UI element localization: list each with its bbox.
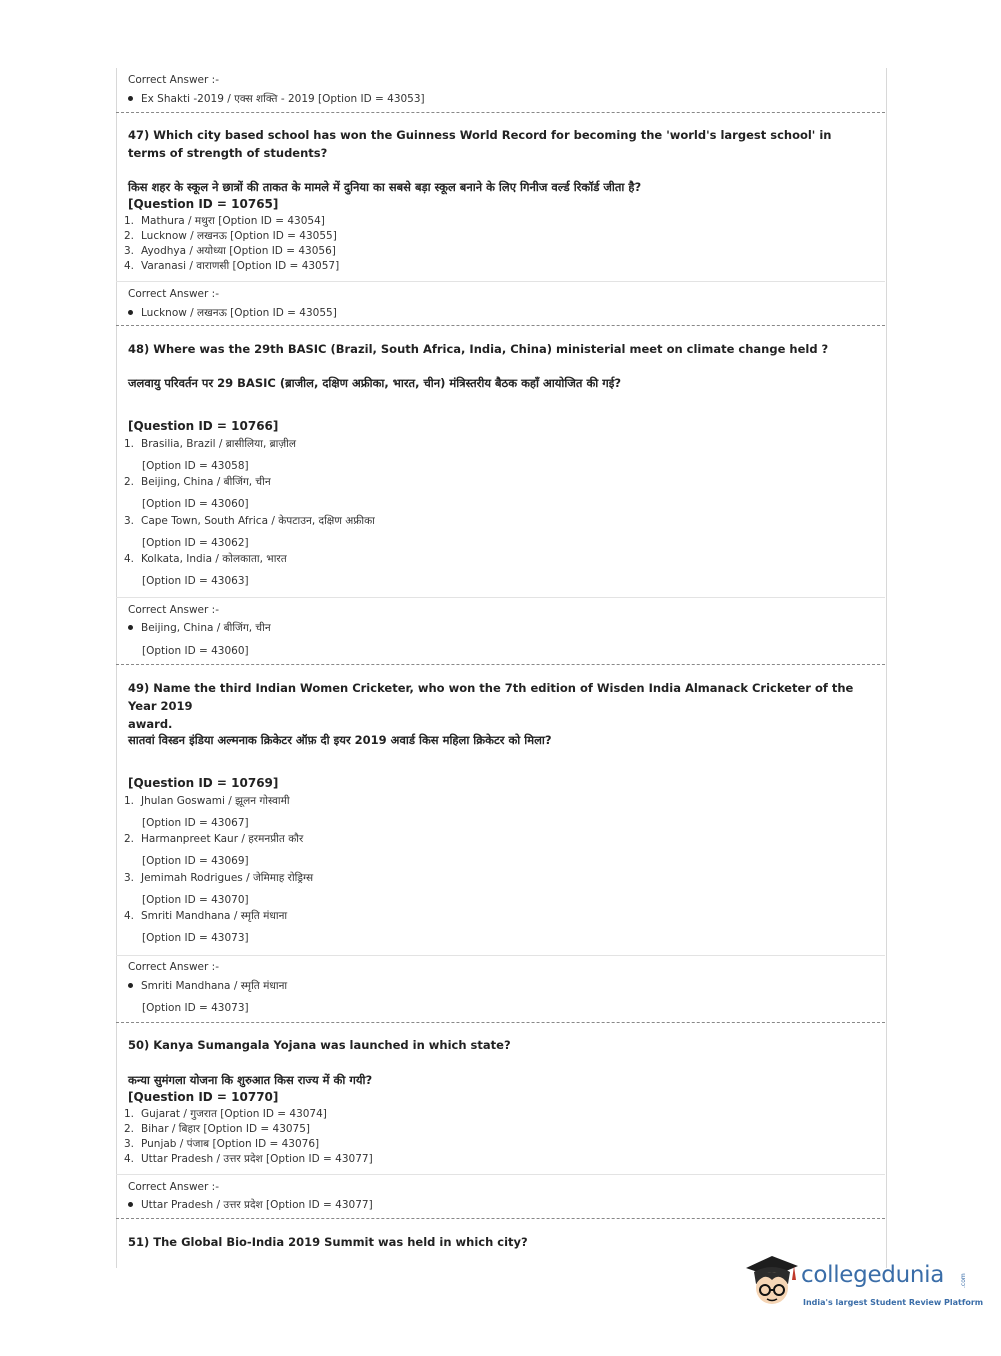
correct-answer-label: Correct Answer :- [128, 961, 219, 973]
option-text: Ayodhya / अयोध्या [Option ID = 43056] [141, 245, 336, 257]
answer-text: Smriti Mandhana / स्मृति मंधाना [141, 980, 288, 992]
answer-text: Beijing, China / बीजिंग, चीन [141, 622, 271, 634]
answer-option-id: [Option ID = 43073] [142, 1002, 249, 1014]
option-number: 4. [124, 553, 135, 565]
answer-divider [116, 1174, 885, 1175]
correct-answer [128, 979, 287, 993]
option-text: Gujarat / गुजरात [Option ID = 43074] [141, 1108, 327, 1120]
option-item [124, 437, 296, 451]
question-text: 48) Where was the 29th BASIC (Brazil, South Africa, India, China) ministerial meet on climate change held ? [128, 342, 829, 356]
option-id: [Option ID = 43062] [142, 537, 249, 549]
question-hindi: किस शहर के स्कूल ने छात्रों की ताकत के मामले में दुनिया का सबसे बड़ा स्कूल बनाने के लिए गिनीज वर्ल्ड रिकॉर्ड जीता है? [128, 180, 642, 194]
correct-answer-label: Correct Answer :- [128, 74, 219, 86]
option-item [124, 259, 339, 273]
brand-domain: .com [960, 1273, 967, 1288]
option-number: 4. [124, 910, 135, 922]
correct-answer [128, 306, 337, 320]
option-text: Harmanpreet Kaur / हरमनप्रीत कौर [141, 833, 304, 845]
brand-name: collegedunia [801, 1262, 945, 1288]
option-item [124, 1137, 319, 1151]
answer-divider [116, 597, 885, 598]
correct-answer-label: Correct Answer :- [128, 1181, 219, 1193]
option-item [124, 832, 303, 846]
bullet-icon [128, 96, 133, 101]
option-number: 1. [124, 438, 135, 450]
bullet-icon [128, 625, 133, 630]
option-item [124, 475, 271, 489]
option-number: 4. [124, 1153, 135, 1165]
question-text [128, 679, 873, 733]
question-line: 49) Name the third Indian Women Cricketer, who won the 7th edition of Wisden India Almanack Cricketer of the Year 2019 [128, 681, 854, 713]
option-text: Jhulan Goswami / झूलन गोस्वामी [141, 795, 290, 807]
option-item [124, 552, 287, 566]
question-text: 50) Kanya Sumangala Yojana was launched in which state? [128, 1038, 511, 1052]
option-number: 1. [124, 795, 135, 807]
option-text: Varanasi / वाराणसी [Option ID = 43057] [141, 260, 340, 272]
option-text: Bihar / बिहार [Option ID = 43075] [141, 1123, 311, 1135]
option-text: Smriti Mandhana / स्मृति मंधाना [141, 910, 288, 922]
option-item [124, 1122, 310, 1136]
option-item [124, 514, 375, 528]
option-id: [Option ID = 43073] [142, 932, 249, 944]
correct-answer [128, 621, 271, 635]
answer-text: Ex Shakti -2019 / एक्स शक्ति - 2019 [Option ID = 43053] [141, 93, 425, 105]
option-number: 3. [124, 1138, 135, 1150]
option-text: Kolkata, India / कोलकाता, भारत [141, 553, 287, 565]
question-divider [116, 1022, 885, 1023]
correct-answer-label: Correct Answer :- [128, 288, 219, 300]
question-divider [116, 112, 885, 113]
option-number: 1. [124, 1108, 135, 1120]
question-line: award. [128, 717, 173, 731]
option-number: 2. [124, 476, 135, 488]
option-number: 2. [124, 1123, 135, 1135]
option-text: Lucknow / लखनऊ [Option ID = 43055] [141, 230, 337, 242]
option-number: 3. [124, 245, 135, 257]
option-id: [Option ID = 43063] [142, 575, 249, 587]
question-id: [Question ID = 10769] [128, 776, 279, 790]
question-divider [116, 664, 885, 665]
option-id: [Option ID = 43058] [142, 460, 249, 472]
option-item [124, 214, 325, 228]
question-text: 51) The Global Bio-India 2019 Summit was held in which city? [128, 1235, 528, 1249]
option-text: Mathura / मथुरा [Option ID = 43054] [141, 215, 325, 227]
option-number: 3. [124, 515, 135, 527]
question-divider [116, 1218, 885, 1219]
option-text: Brasilia, Brazil / ब्रासीलिया, ब्राज़ील [141, 438, 296, 450]
question-hindi: कन्या सुमंगला योजना कि शुरुआत किस राज्य में की गयी? [128, 1073, 373, 1087]
option-text: Jemimah Rodrigues / जेमिमाह रोड्रिग्स [141, 872, 314, 884]
option-item [124, 871, 313, 885]
correct-answer-label: Correct Answer :- [128, 604, 219, 616]
bullet-icon [128, 983, 133, 988]
option-number: 1. [124, 215, 135, 227]
answer-divider [116, 955, 885, 956]
answer-option-id: [Option ID = 43060] [142, 645, 249, 657]
option-number: 3. [124, 872, 135, 884]
option-id: [Option ID = 43070] [142, 894, 249, 906]
option-item [124, 909, 287, 923]
question-text: 47) Which city based school has won the Guinness World Record for becoming the 'world's largest school' in terms of strength of students? [128, 128, 832, 160]
question-id: [Question ID = 10765] [128, 197, 279, 211]
option-text: Beijing, China / बीजिंग, चीन [141, 476, 271, 488]
option-item [124, 1152, 373, 1166]
answer-text: Uttar Pradesh / उत्तर प्रदेश [Option ID = 43077] [141, 1199, 373, 1211]
option-text: Cape Town, South Africa / केपटाउन, दक्षिण अफ्रीका [141, 515, 375, 527]
option-text: Punjab / पंजाब [Option ID = 43076] [141, 1138, 320, 1150]
option-number: 4. [124, 260, 135, 272]
option-number: 2. [124, 230, 135, 242]
question-hindi: जलवायु परिवर्तन पर 29 BASIC (ब्राजील, दक्षिण अफ्रीका, भारत, चीन) मंत्रिस्तरीय बैठक कहाँ आयोजित की गई? [128, 376, 622, 390]
correct-answer [128, 92, 425, 106]
correct-answer [128, 1198, 373, 1212]
question-hindi: सातवां विस्डन इंडिया अल्मनाक क्रिकेटर ऑफ़ दी इयर 2019 अवार्ड किस महिला क्रिकेटर को मिला? [128, 733, 552, 747]
question-id: [Question ID = 10770] [128, 1090, 279, 1104]
brand-tagline: India's largest Student Review Platform [803, 1298, 984, 1307]
question-divider [116, 325, 885, 326]
bullet-icon [128, 1202, 133, 1207]
option-number: 2. [124, 833, 135, 845]
question-id: [Question ID = 10766] [128, 419, 279, 433]
answer-divider [116, 281, 885, 282]
option-item [124, 1107, 327, 1121]
option-item [124, 229, 337, 243]
option-id: [Option ID = 43067] [142, 817, 249, 829]
option-item [124, 794, 290, 808]
bullet-icon [128, 310, 133, 315]
answer-text: Lucknow / लखनऊ [Option ID = 43055] [141, 307, 337, 319]
option-text: Uttar Pradesh / उत्तर प्रदेश [Option ID = 43077] [141, 1153, 373, 1165]
option-item [124, 244, 336, 258]
option-id: [Option ID = 43060] [142, 498, 249, 510]
mascot-logo-icon [742, 1250, 802, 1308]
option-id: [Option ID = 43069] [142, 855, 249, 867]
